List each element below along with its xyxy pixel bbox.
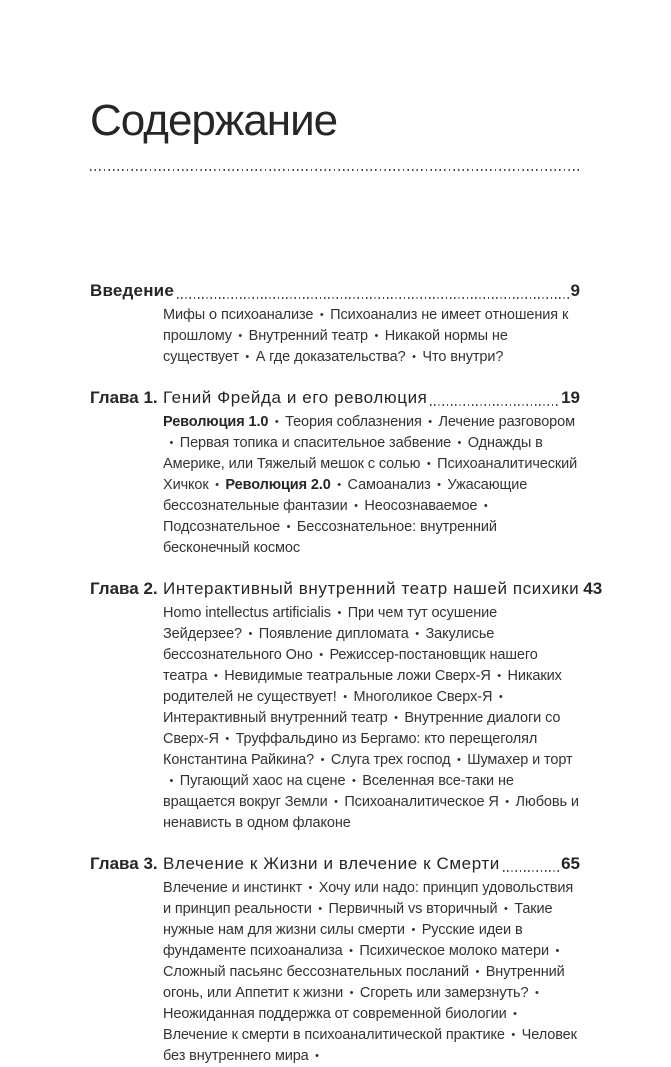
entry-topics: [163, 412, 580, 559]
topic: Русские идеи в фундаменте психоанализа: [163, 921, 523, 959]
topic: Первичный vs вторичный: [328, 900, 498, 917]
topic: Революция 2.0: [225, 476, 331, 493]
topic: Влечение к смерти в психоаналитической практике: [163, 1026, 505, 1043]
toc-entry-heading: [90, 279, 580, 303]
bullet-separator: •: [245, 350, 250, 363]
topic: Сложный пасьянс бессознательных посланий: [163, 963, 469, 980]
topic: Бессознательное: внутренний бесконечный космос: [163, 518, 497, 556]
bullet-separator: •: [415, 627, 419, 640]
bullet-separator: •: [349, 944, 353, 957]
topic: Человек без внутреннего мира: [163, 1026, 577, 1064]
topic: Появление дипломата: [258, 625, 409, 642]
topic: Внутренний огонь, или Аппетит к жизни: [163, 963, 565, 1001]
topic: Никаких родителей не существует!: [163, 667, 562, 705]
topic: Первая топика и спасительное забвение: [179, 434, 452, 451]
bullet-separator: •: [412, 350, 416, 363]
bullet-separator: •: [315, 1049, 319, 1062]
toc-list: [90, 279, 603, 1067]
dot-leader: [430, 404, 560, 406]
dot-leader: [177, 297, 570, 299]
entry-title: Интерактивный внутренний театр нашей психики: [163, 578, 580, 598]
topic: Революция 1.0: [163, 413, 269, 430]
topic: Психоанализ не имеет отношения к прошлому: [163, 306, 569, 344]
bullet-separator: •: [319, 308, 324, 321]
topic: Пугающий хаос на сцене: [179, 772, 346, 789]
bullet-separator: •: [274, 415, 279, 428]
entry-title: Введение: [90, 280, 174, 300]
chapter-label: Глава 2.: [90, 578, 158, 598]
bullet-separator: •: [248, 627, 253, 640]
toc-entry-heading: [90, 577, 603, 601]
bullet-separator: •: [534, 986, 539, 999]
topic: Внутренний театр: [248, 327, 368, 344]
topic: Самоанализ: [347, 476, 431, 493]
topic: Невидимые театральные ложи Сверх-Я: [224, 667, 491, 684]
bullet-separator: •: [225, 732, 230, 745]
bullet-separator: •: [513, 1007, 517, 1020]
topic: Лечение разговором: [438, 413, 575, 430]
entry-topics: [163, 878, 580, 1067]
bullet-separator: •: [505, 795, 509, 808]
topic: Шумахер и торт: [467, 751, 573, 768]
page-number: 9: [570, 280, 580, 300]
bullet-separator: •: [483, 499, 488, 512]
entry-topics: [163, 305, 580, 368]
topic: Такие нужные нам для жизни силы смерти: [163, 900, 553, 938]
bullet-separator: •: [318, 902, 322, 915]
page-number: 65: [561, 853, 580, 873]
topic: Никакой нормы не существует: [163, 327, 508, 365]
topic: Психоаналитический Хичкок: [163, 455, 578, 493]
bullet-separator: •: [320, 753, 325, 766]
bullet-separator: •: [334, 795, 338, 808]
topic: Режиссер-постановщик нашего театра: [163, 646, 538, 684]
bullet-separator: •: [337, 478, 342, 491]
topic: Неосознаваемое: [364, 497, 478, 514]
bullet-separator: •: [428, 415, 432, 428]
dotted-divider: [90, 169, 580, 171]
topic: Однажды в Америке, или Тяжелый мешок с солью: [163, 434, 543, 472]
bullet-separator: •: [337, 606, 342, 619]
topic: Мифы о психоанализе: [163, 306, 314, 323]
topic: Сгореть или замерзнуть?: [359, 984, 529, 1001]
bullet-separator: •: [213, 669, 218, 682]
toc-entry-heading: [90, 386, 580, 410]
toc-entry: [90, 577, 603, 834]
bullet-separator: •: [511, 1028, 516, 1041]
bullet-separator: •: [319, 648, 323, 661]
entry-title: Гений Фрейда и его революция: [163, 387, 428, 407]
topic: Подсознательное: [163, 518, 281, 535]
bullet-separator: •: [169, 436, 174, 449]
bullet-separator: •: [308, 881, 313, 894]
bullet-separator: •: [374, 329, 379, 342]
bullet-separator: •: [411, 923, 416, 936]
page-number: 19: [561, 387, 580, 407]
toc-entry: [90, 852, 580, 1067]
bullet-separator: •: [426, 457, 431, 470]
topic: Психоаналитическое Я: [344, 793, 499, 810]
bullet-separator: •: [497, 669, 501, 682]
bullet-separator: •: [498, 690, 503, 703]
topic: Хочу или надо: принцип удовольствия и принцип реальности: [163, 879, 574, 917]
bullet-separator: •: [215, 478, 219, 491]
chapter-label: Глава 1.: [90, 387, 158, 407]
topic: Слуга трех господ: [330, 751, 451, 768]
topic: Homo intellectus artificialis: [163, 604, 331, 621]
page-title: Содержание: [90, 96, 338, 145]
entry-topics: [163, 603, 580, 834]
bullet-separator: •: [238, 329, 243, 342]
topic: Любовь и ненависть в одном флаконе: [163, 793, 579, 831]
topic: Внутренние диалоги со Сверх-Я: [163, 709, 561, 747]
bullet-separator: •: [349, 986, 354, 999]
bullet-separator: •: [457, 436, 462, 449]
entry-title: Влечение к Жизни и влечение к Смерти: [163, 853, 500, 873]
bullet-separator: •: [475, 965, 480, 978]
bullet-separator: •: [169, 774, 174, 787]
topic: Что внутри?: [422, 348, 504, 365]
bullet-separator: •: [351, 774, 356, 787]
bullet-separator: •: [555, 944, 560, 957]
topic: А где доказательства?: [255, 348, 406, 365]
topic: Закулисье бессознательного Оно: [163, 625, 495, 663]
topic: Неожиданная поддержка от современной биологии: [163, 1005, 507, 1022]
topic: Ужасающие бессознательные фантазии: [163, 476, 528, 514]
page-number: 43: [583, 578, 603, 598]
bullet-separator: •: [354, 499, 358, 512]
toc-entry: [90, 386, 580, 559]
topic: Вселенная все-таки не вращается вокруг Земли: [163, 772, 514, 810]
bullet-separator: •: [394, 711, 398, 724]
topic: При чем тут осушение Зейдерзее?: [163, 604, 498, 642]
toc-entry-heading: [90, 852, 580, 876]
bullet-separator: •: [456, 753, 461, 766]
bullet-separator: •: [286, 520, 291, 533]
chapter-label: Глава 3.: [90, 853, 158, 873]
bullet-separator: •: [343, 690, 347, 703]
topic: Интерактивный внутренний театр: [163, 709, 388, 726]
bullet-separator: •: [437, 478, 441, 491]
topic: Труффальдино из Бергамо: кто перещеголял Константина Райкина?: [163, 730, 538, 768]
topic: Теория соблазнения: [285, 413, 422, 430]
topic: Психическое молоко матери: [359, 942, 549, 959]
dot-leader: [503, 870, 560, 872]
topic: Многоликое Сверх-Я: [353, 688, 493, 705]
topic: Влечение и инстинкт: [163, 879, 303, 896]
bullet-separator: •: [503, 902, 508, 915]
toc-entry: [90, 279, 580, 368]
